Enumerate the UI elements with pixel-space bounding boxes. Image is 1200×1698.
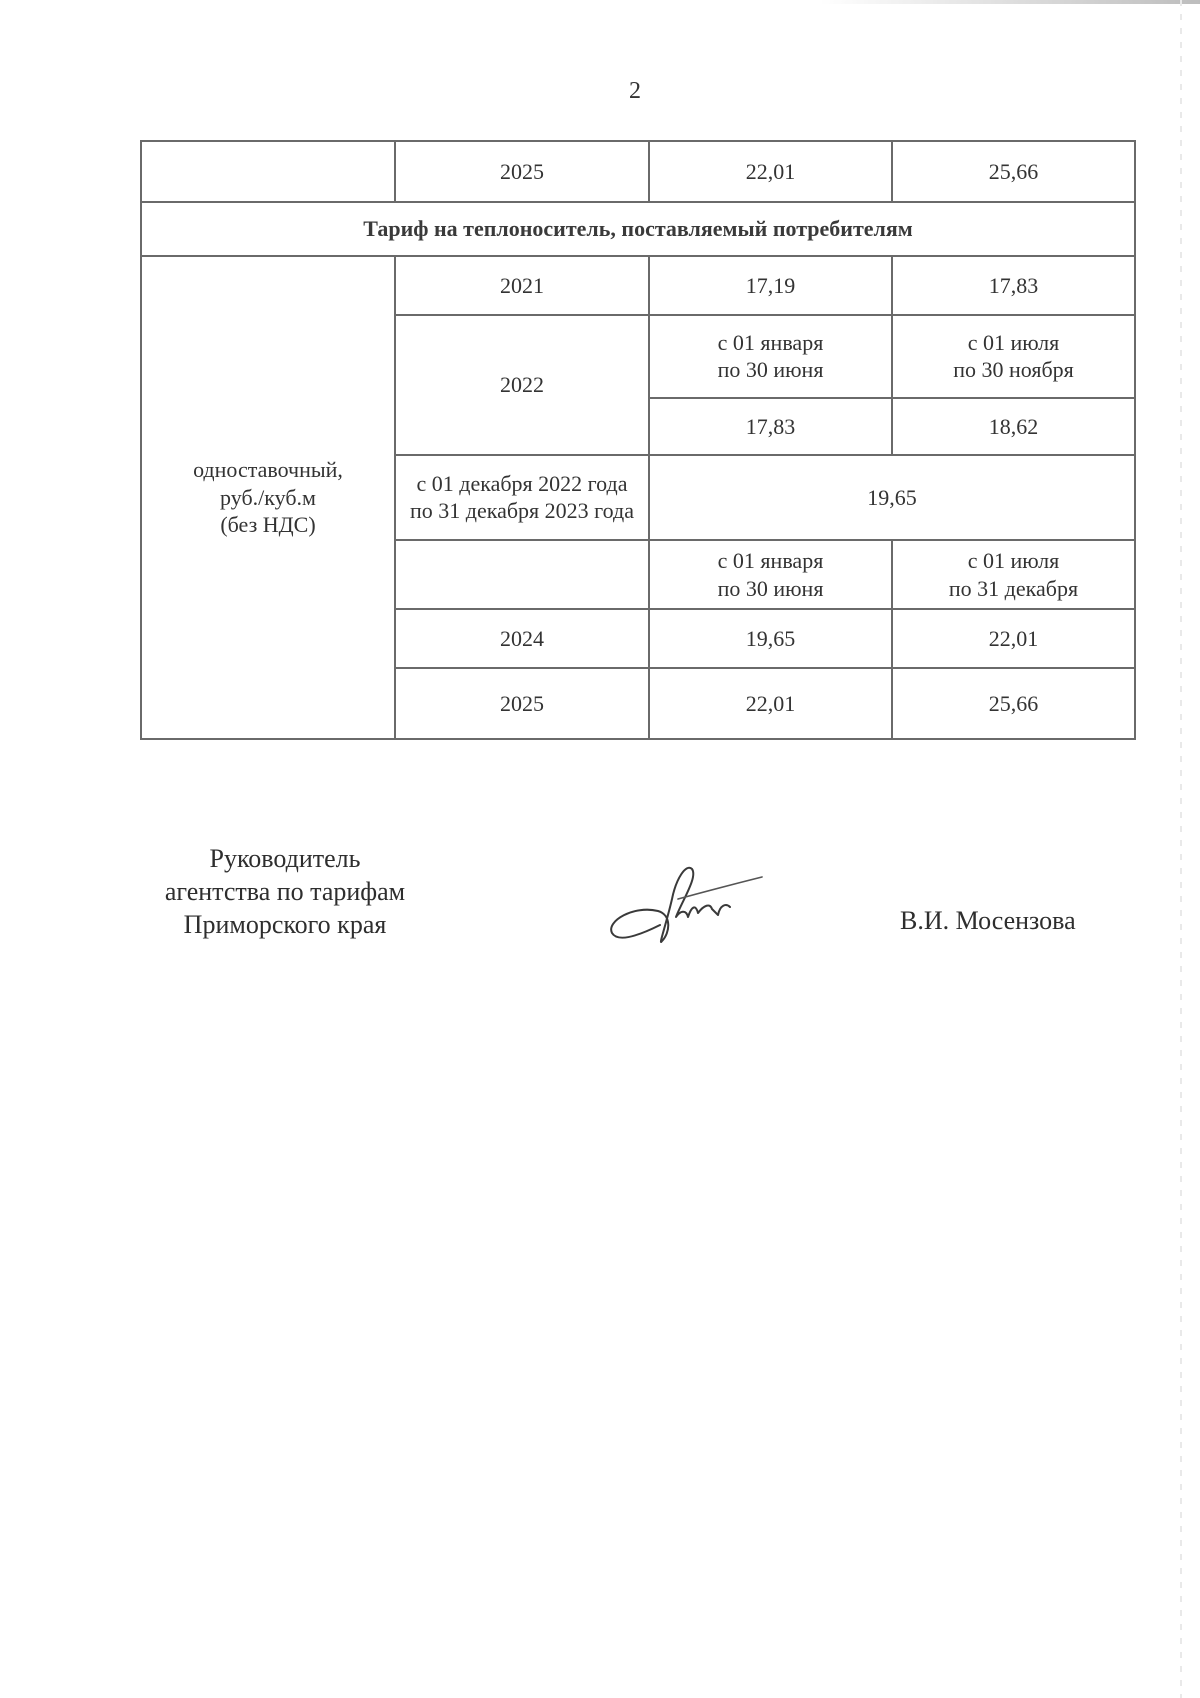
period-cell [892, 540, 1135, 609]
period-line: с 01 июля [967, 548, 1060, 574]
period-line: по 30 июня [717, 575, 824, 601]
section-title: Тариф на теплоноситель, поставляемый потребителям [141, 202, 1135, 256]
year-cell: 2025 [395, 668, 649, 739]
period-line: с 01 июля [967, 329, 1060, 355]
signatory-title-line: Приморского края [183, 910, 387, 939]
tariff-type-line: руб./куб.м [220, 484, 316, 510]
signatory-title-line: Руководитель [209, 844, 361, 873]
value-cell: 25,66 [892, 668, 1135, 739]
period-cell [649, 315, 892, 399]
period-line: по 30 ноября [953, 357, 1074, 383]
period-line: с 01 января [717, 548, 824, 574]
table-row-top-2025 [141, 141, 1135, 202]
value-cell: 22,01 [892, 609, 1135, 668]
signatory-title [140, 842, 430, 941]
period-line: по 31 декабря [948, 575, 1079, 601]
period-line: с 01 января [717, 329, 824, 355]
scan-artifact-line [1180, 0, 1182, 1698]
period-line: по 30 июня [717, 357, 824, 383]
value-cell: 19,65 [649, 609, 892, 668]
year-cell: 2022 [395, 315, 649, 455]
period-cell [395, 455, 649, 541]
period-cell [649, 540, 892, 609]
value-cell: 18,62 [892, 398, 1135, 454]
value-cell: 22,01 [649, 141, 892, 202]
empty-cell [395, 540, 649, 609]
signatory-title-line: агентства по тарифам [164, 877, 406, 906]
period-line: с 01 декабря 2022 года [416, 470, 628, 496]
signer-name: В.И. Мосензова [900, 906, 1076, 935]
page-number: 2 [629, 78, 641, 104]
tariff-type-cell [141, 256, 395, 739]
scan-top-edge [820, 0, 1200, 4]
period-line: по 31 декабря 2023 года [410, 498, 634, 524]
value-cell: 17,83 [649, 398, 892, 454]
year-cell: 2021 [395, 256, 649, 315]
section-row [141, 202, 1135, 256]
year-cell: 2024 [395, 609, 649, 668]
period-cell [892, 315, 1135, 399]
value-cell: 19,65 [649, 455, 1135, 541]
value-cell: 17,83 [892, 256, 1135, 315]
empty-cell [141, 141, 395, 202]
value-cell: 25,66 [892, 141, 1135, 202]
tariff-type-line: (без НДС) [220, 512, 316, 538]
table-row-2021 [141, 256, 1135, 315]
handwritten-signature-icon [600, 855, 770, 955]
value-cell: 17,19 [649, 256, 892, 315]
value-cell: 22,01 [649, 668, 892, 739]
year-cell: 2025 [395, 141, 649, 202]
tariff-type-line: одноставочный, [193, 457, 343, 483]
tariff-table [140, 140, 1136, 740]
